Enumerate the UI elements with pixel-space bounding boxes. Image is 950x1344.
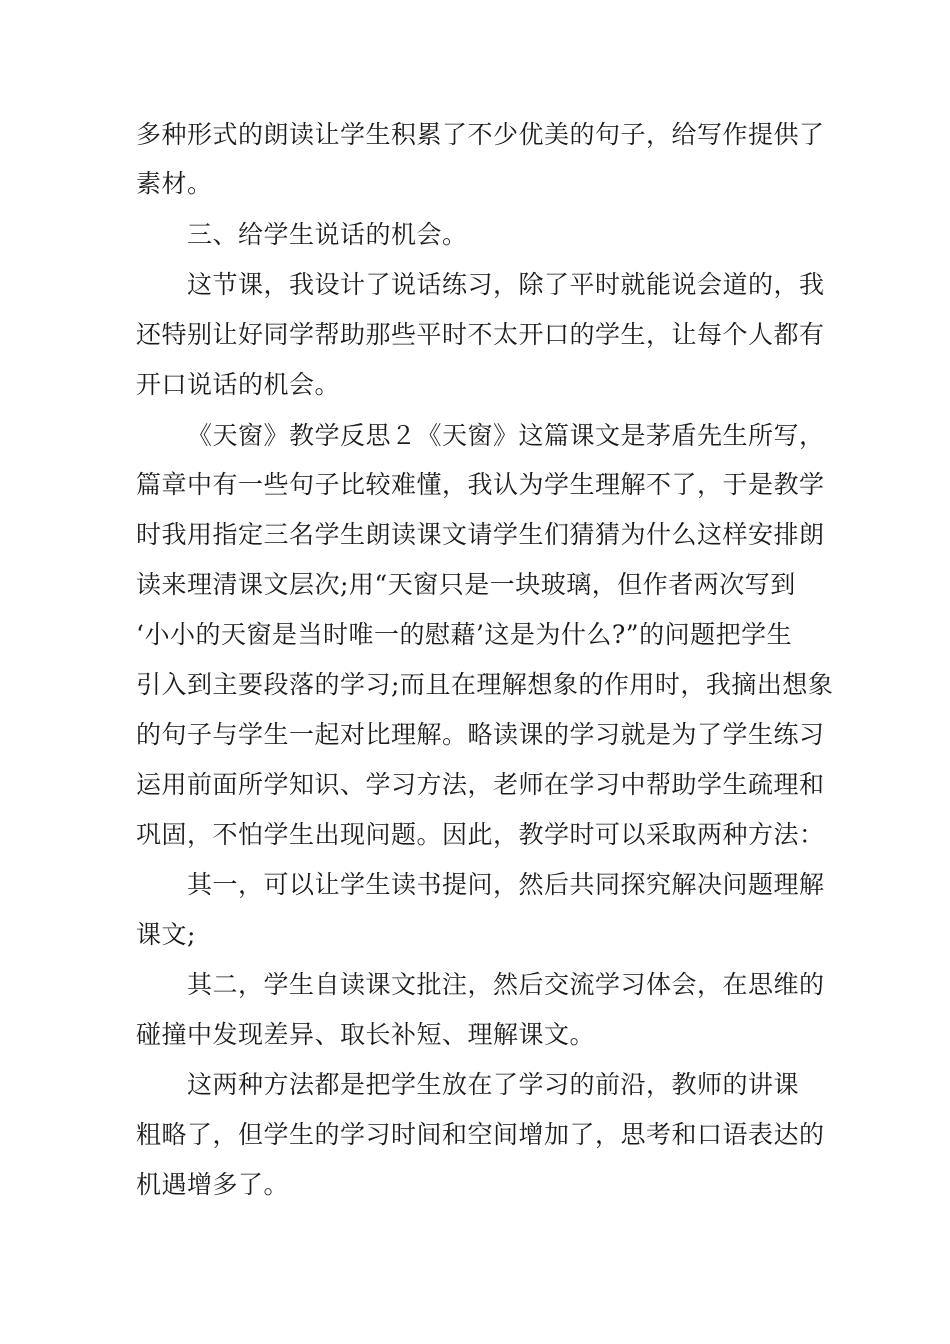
text-line: 碰撞中发现差异、取长补短、理解课文。: [136, 1020, 596, 1049]
text-line: 开口说话的机会。: [136, 370, 341, 399]
text-line: 其二，学生自读课文批注，然后交流学习体会，在思维的: [187, 970, 825, 999]
text-line: 时我用指定三名学生朗读课文请学生们猜猜为什么这样安排朗: [136, 520, 825, 549]
text-line: 还特别让好同学帮助那些平时不太开口的学生，让每个人都有: [136, 320, 825, 349]
text-line: 《天窗》教学反思２《天窗》这篇课文是茅盾先生所写，: [187, 421, 825, 450]
text-line: 机遇增多了。: [136, 1170, 290, 1199]
text-line: 素材。: [136, 169, 213, 198]
text-line: 粗略了，但学生的学习时间和空间增加了，思考和口语表达的: [136, 1120, 825, 1149]
text-line: 这两种方法都是把学生放在了学习的前沿，教师的讲课: [187, 1070, 800, 1099]
text-line: 课文;: [136, 920, 196, 949]
text-line: 其一，可以让学生读书提问，然后共同探究解决问题理解: [187, 870, 825, 899]
text-line: 这节课，我设计了说话练习，除了平时就能说会道的，我: [187, 270, 825, 299]
text-line: 篇章中有一些句子比较难懂，我认为学生理解不了，于是教学: [136, 470, 825, 499]
text-line: 运用前面所学知识、学习方法，老师在学习中帮助学生疏理和: [136, 770, 825, 799]
text-line: 读来理清课文层次;用“天窗只是一块玻璃，但作者两次写到: [136, 570, 796, 599]
text-line: 多种形式的朗读让学生积累了不少优美的句子，给写作提供了: [136, 120, 825, 149]
text-line: 的句子与学生一起对比理解。略读课的学习就是为了学生练习: [136, 720, 825, 749]
text-line: 引入到主要段落的学习;而且在理解想象的作用时，我摘出想象: [136, 670, 834, 699]
section-heading: 三、给学生说话的机会。: [187, 220, 468, 249]
text-line: 巩固，不怕学生出现问题。因此，教学时可以采取两种方法：: [136, 820, 825, 849]
text-line: ‘小小的天窗是当时唯一的慰藉’这是为什么?”的问题把学生: [136, 620, 793, 649]
